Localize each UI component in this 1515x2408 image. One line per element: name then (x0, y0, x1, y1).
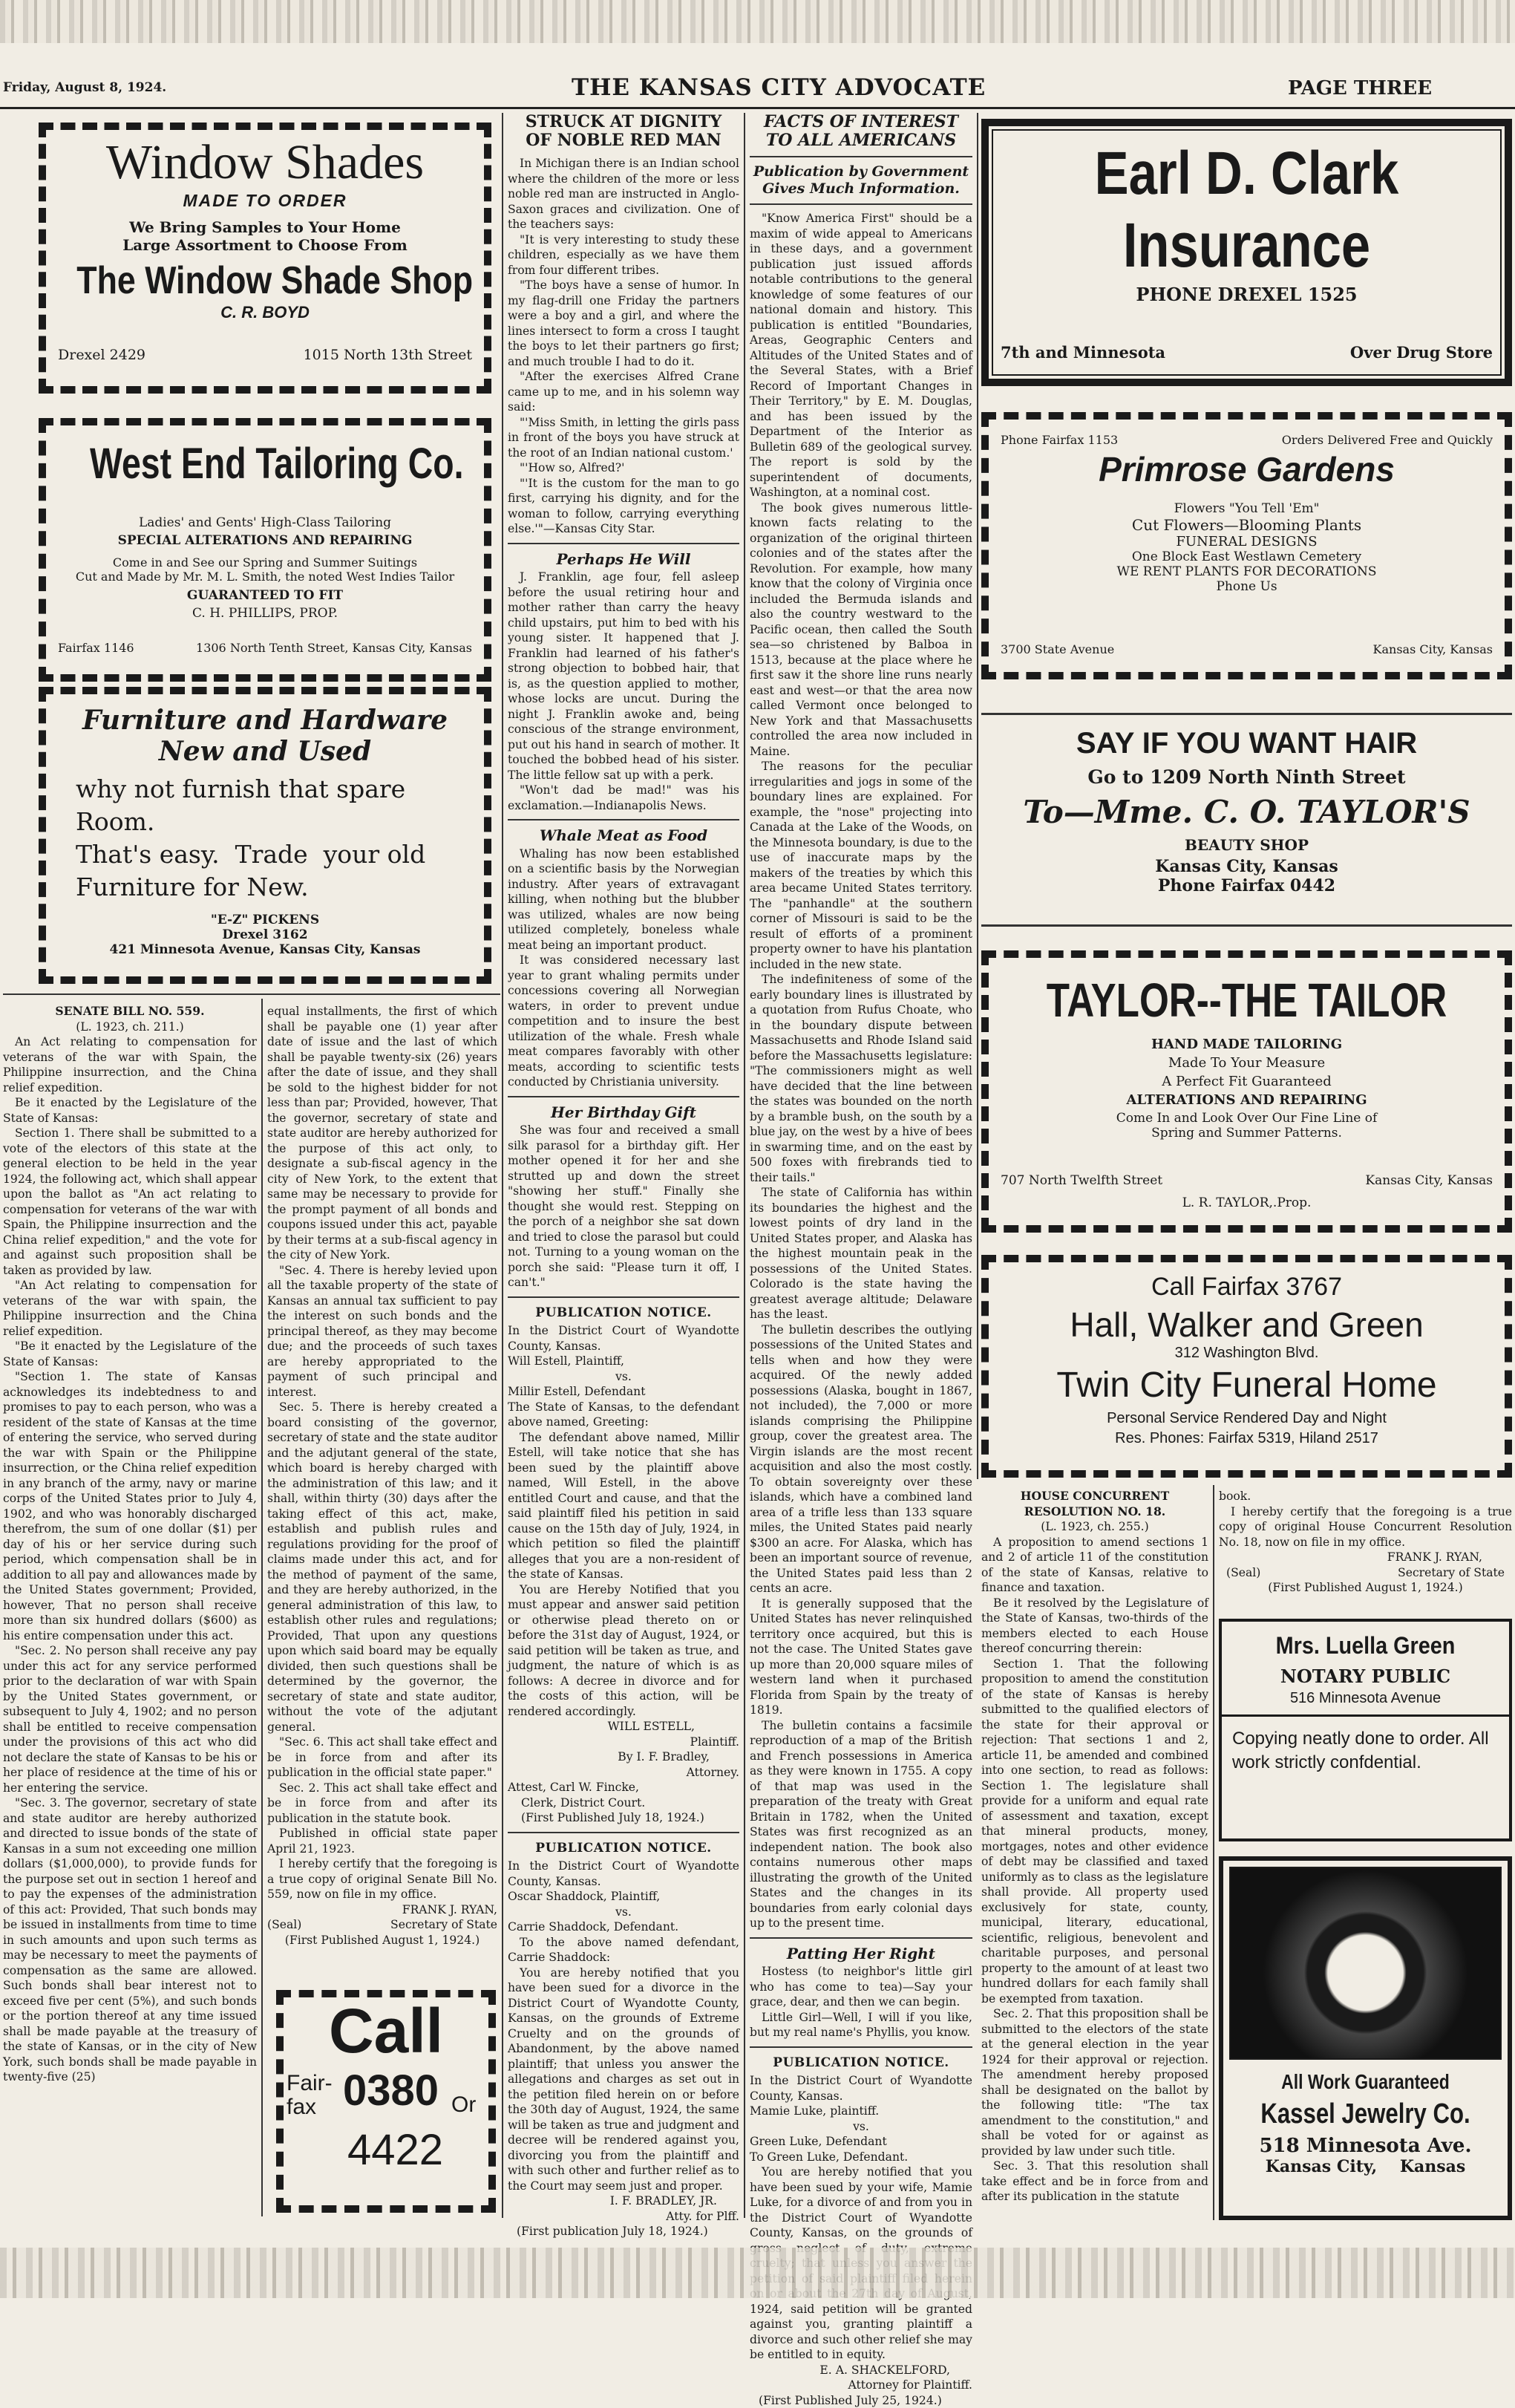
house-resolution-chapter: (L. 1923, ch. 255.) (981, 1519, 1208, 1535)
column-3 (750, 113, 972, 2220)
paragraph: A proposition to amend sections 1 and 2 of article 11 of the constitution of the state of Kansas, relative to finance and taxation. (981, 1535, 1208, 1596)
seal-label: (Seal) (267, 1917, 301, 1933)
house-resolution-col-a (981, 1489, 1208, 2220)
ad-call-number1: 0380 (343, 2066, 439, 2115)
newspaper-title: THE KANSAS CITY ADVOCATE (572, 74, 986, 101)
ad-earl-clark (981, 119, 1512, 386)
ad-primrose-line3: FUNERAL DESIGNS (989, 534, 1505, 549)
publication-date: (First Published July 25, 1924.) (750, 2393, 972, 2408)
ad-hair-title: SAY IF YOU WANT HAIR (981, 727, 1512, 760)
paragraph: vs. (750, 2119, 972, 2135)
paragraph: The bulletin describes the outlying possessions of the United States and tells when and how they were acquired. Of the newly added possessions (Alaska, bought in 1867, not included), the 7,000 or more islands comprising the Philippine group, cover the greatest area. The Virgin islands are the most recent acquisition and also the most costly. To obtain sovereignty over these islands, which have a combined land area of a trifle less than 133 square miles, the United States paid nearly $300 an acre. For Alaska, which has been an important source of revenue, the United States paid less than 2 cents an acre. (750, 1322, 972, 1596)
paragraph: The reasons for the peculiar irregularities and jogs in some of the boundary lines are explained. For example, the "nose" projecting into Canada at the Lake of the Woods, on the Minnesota boundary, is due to the use of inaccurate maps by the makers of the treaties by which this area became United States territory. The "panhandle" at the southern corner of Missouri is said to be the result of efforts of a prominent property owner to have his plantation included in the new state. (750, 759, 972, 972)
ad-taylor-tailor (981, 950, 1512, 1233)
ad-primrose-city: Kansas City, Kansas (1373, 642, 1493, 656)
ad-westend-line5: GUARANTEED TO FIT (46, 588, 484, 603)
ad-westend-title: West End Tailoring Co. (90, 439, 440, 489)
ad-west-end-tailoring (39, 418, 491, 682)
ad-hair-line3: BEAUTY SHOP (981, 836, 1512, 854)
paragraph: The defendant above named, Millir Estell, will take notice that she has been sued by the plaintiff above named, Will Estell, in the above entitled Court and cause, and that the said plaintiff filed his petition in said cause on the 15th day of July, 1924, in which petition so filed the plaintiff alleges that you are a non-resident of the state of Kansas. (508, 1430, 739, 1582)
paragraph: The state of California has within its boundaries the highest and the lowest points of dry land in the United States proper, and Alaska has the highest mountain peak in the possessions of the United States. Colorado is the state having the greatest average altitude; Delaware has the least. (750, 1185, 972, 1322)
ad-window-shades (39, 123, 491, 394)
divider (508, 1096, 739, 1097)
paragraph: "Sec. 2. No person shall receive any pay under this act for any service performed prior to the declaration of war with Spain by the United States government, or subsequent to July 4, 1902; and no person shall be entitled to receive compensation under the provisions of this act who did not declare the state of Kansas to be his or her place of residence at the time of his or her entering the service. (3, 1643, 257, 1795)
ad-taylor-line2: Made To Your Measure (989, 1055, 1505, 1071)
ad-taylor-line6: Spring and Summer Patterns. (989, 1126, 1505, 1141)
paragraph: "Sec. 3. The governor, secretary of state and state auditor are hereby authorized and directed to issue bonds of the state of Kansas in a sum not exceeding one million dollars ($1,000,000), to provide funds for the purpose set out in section 1 hereof and to pay the expenses of the administration of this act: Provided, That such bonds may be issued in installments from time to time in such amounts and upon such terms as may be necessary to meet the payments of compensation as the same are allowed. Such bonds shall bear interest not to exceed five per cent (5%), and such bonds or the portion thereof at any time issued shall be made payable at the treasury of the state of Kansas, or in the city of New York, such bonds shall be made payable in twenty-five (25) (3, 1795, 257, 2085)
publication-date: (First publication July 18, 1924.) (508, 2224, 739, 2239)
publication-date: (First Published July 18, 1924.) (508, 1810, 739, 1826)
ad-hall-home: Twin City Funeral Home (989, 1365, 1505, 1406)
signature: WILL ESTELL, (508, 1719, 739, 1735)
section-rule (3, 993, 500, 995)
signature-title: Secretary of State (390, 1917, 497, 1933)
signature: E. A. SHACKELFORD, (750, 2363, 972, 2378)
ad-taylor-line1: HAND MADE TAILORING (989, 1037, 1505, 1052)
ad-hair-line2: To—Mme. C. O. TAYLOR'S (981, 794, 1512, 830)
ad-hall-walker-green (981, 1255, 1512, 1478)
senate-bill-title: SENATE BILL NO. 559. (3, 1004, 257, 1019)
signature: Plaintiff. (508, 1735, 739, 1750)
paragraph: Attest, Carl W. Fincke, (508, 1780, 739, 1795)
signature: Attorney. (508, 1765, 739, 1781)
paragraph: Will Estell, Plaintiff, (508, 1354, 739, 1369)
paragraph: "Know America First" should be a maxim of wide appeal to Americans in these days, and a government publication just issued affords notable contributions to the general knowledge of some features of our national domain and history. This publication is entitled "Boundaries, Areas, Geographic Centers and Altitudes of the United States and of the Several States, with a Brief Record of Important Changes in Their Territory," by E. M. Douglas, and has been issued by the Department of the Interior as Bulletin 689 of the geological survey. The report is sold by the superintendent of documents, Washington, at a nominal cost. (750, 211, 972, 500)
ad-window-shop: The Window Shade Shop (76, 258, 453, 303)
paragraph: In the District Court of Wyandotte County, Kansas. (750, 2073, 972, 2104)
ad-call-or: Or (451, 2092, 476, 2118)
ad-furniture-line2: That's easy. Trade your old (76, 838, 484, 871)
paragraph: "'It is the custom for the man to go first, carrying his dignity, and for the woman to follow, carrying everything else.'"—Kansas City Star. (508, 476, 739, 537)
divider (508, 543, 739, 544)
paragraph: In Michigan there is an Indian school where the children of the more or less noble red man are instructed in Anglo-Saxon graces and civilization. One of the teachers says: (508, 156, 739, 232)
seal-label: (Seal) (1226, 1565, 1260, 1581)
senate-bill-col-a (3, 1004, 257, 2220)
paragraph: Be it enacted by the Legislature of the State of Kansas: (3, 1095, 257, 1126)
ad-westend-line2: SPECIAL ALTERATIONS AND REPAIRING (46, 533, 484, 548)
ad-window-line1: We Bring Samples to Your Home (46, 218, 484, 236)
ad-taylor-line4: ALTERATIONS AND REPAIRING (989, 1092, 1505, 1108)
ad-taylor-prop: L. R. TAYLOR,.Prop. (989, 1195, 1505, 1210)
paragraph: "'Miss Smith, in letting the girls pass in front of the boys you have struck at the root of an Indian national custom.' (508, 415, 739, 461)
paragraph: Sec. 5. There is hereby created a board consisting of the governor, secretary of state and the state auditor and the adjutant general of the state, which board is hereby charged with the administration of this law; and it shall, within thirty (30) days after the taking effect of this act, make, establish and publish rules and regulations providing for the proof of claims made under this act, and for the method of payment of the same, and they are hereby authorized, in the general administration of this law, to establish other rules and regulations; Provided, That upon any questions upon which said board may be equally divided, then such questions shall be determined by the governor, the secretary of state and state auditor, without the vote of the adjutant general. (267, 1400, 497, 1735)
masthead (0, 71, 1515, 105)
ad-primrose-title: Primrose Gardens (989, 449, 1505, 489)
column-rule (744, 113, 745, 2218)
paragraph: Sec. 2. This act shall take effect and be in force from and after its publication in the statute book. (267, 1781, 497, 1827)
paragraph: Mamie Luke, plaintiff. (750, 2104, 972, 2119)
paragraph: "Sec. 4. There is hereby levied upon all the taxable property of the state of Kansas an annual tax sufficient to pay the interest on such bonds and the principal thereof, as they may become due; and the proceeds of such taxes are hereby appropriated to the payment of such principal and interest. (267, 1263, 497, 1400)
paragraph: I hereby certify that the foregoing is a true copy of original House Concurrent Resolution No. 18, now on file in my office. (1219, 1504, 1512, 1550)
paragraph: Oscar Shaddock, Plaintiff, (508, 1889, 739, 1905)
headline-dignity-1: STRUCK AT DIGNITY (508, 113, 739, 131)
subheadline-facts: Publication by Government Gives Much Information. (750, 163, 972, 198)
ad-kassel-line1: All Work Guaranteed (1249, 2070, 1482, 2094)
section-rule (981, 713, 1512, 715)
paragraph: Little Girl—Well, I will if you like, but my real name's Phyllis, you know. (750, 2010, 972, 2040)
ad-call-title: Call (284, 1997, 488, 2064)
paragraph: I hereby certify that the foregoing is a true copy of original Senate Bill No. 559, now on file in my office. (267, 1856, 497, 1902)
paragraph: Sec. 2. That this proposition shall be submitted to the electors of the state at the general election in the year 1924 for their approval or rejection. The amendment hereby proposed shall be designated on the ballot by the following title: "The tax amendment to the constitution," and shall be voted for or against as provided by law under such title. (981, 2006, 1208, 2159)
paragraph: Millir Estell, Defendant (508, 1384, 739, 1400)
paragraph: You are hereby notified that you have been sued for a divorce in the District Court of Wyandotte County, Kansas, on the grounds of Extreme Cruelty and on the grounds of Abandonment, by the above named plaintiff; that unless you answer the allegations and charges as set out in the petition filed herein on or before the 30th day of August, 1924, the same will be taken as true and judgment and decree will be rendered against you, divorcing you from the plaintiff and with such other and further relief as to the Court may seem just and proper. (508, 1965, 739, 2194)
issue-date: Friday, August 8, 1924. (3, 80, 166, 95)
ad-clark-location: 7th and Minnesota (1001, 343, 1165, 362)
paragraph: Section 1. There shall be submitted to a vote of the electors of this state at the general election to be held in the year 1924, the following act, which shall appear upon the ballot as "An act relating to compensation for veterans of the war with Spain, the Philippine insurrection and the China relief expedition," and the vote for and against such proposition shall be taken as provided by law. (3, 1126, 257, 1278)
ad-primrose-line6: Phone Us (989, 579, 1505, 594)
headline-whale: Whale Meat as Food (508, 828, 739, 844)
paragraph: "Section 1. The state of Kansas acknowledges its indebtedness to and promises to pay to each person, who was a resident of the state of Kansas at the time of entering the service, who served during the war with Spain or the Philippine insurrection, or the China relief expedition in any branch of the army, navy or marine corps of the United States prior to July 4, 1902, and who was honorably discharged therefrom, the sum of one dollar ($1) per day of his or her service during such period, which compensation shall be in addition to all pay and allowances made by the United States government; Provided, however, That no person shall receive more than six hundred dollars ($600) as his entire compensation under this act. (3, 1369, 257, 1643)
paragraph: In the District Court of Wyandotte County, Kansas. (508, 1859, 739, 1889)
column-rule (502, 113, 503, 2218)
paragraph: To the above named defendant, Carrie Shaddock: (508, 1935, 739, 1965)
ad-hair-line1: Go to 1209 North Ninth Street (981, 766, 1512, 788)
column-2 (508, 113, 739, 2220)
paragraph: Hostess (to neighbor's little girl who has come to tea)—Say your grace, dear, and then we can begin. (750, 1964, 972, 2010)
signature: Atty. for Plff. (508, 2209, 739, 2225)
ad-primrose-phone: Phone Fairfax 1153 (1001, 433, 1118, 447)
divider (750, 203, 972, 205)
ad-window-made: MADE TO ORDER (46, 191, 484, 211)
paragraph: You are Hereby Notified that you must appear and answer said petition or otherwise plead thereto on or before the 31st day of August, 1924, or said petition will be taken as true, and judgment, the nature of which is as follows: A decree in divorce and for the costs of this action, will be rendered accordingly. (508, 1582, 739, 1720)
headline-facts-2: TO ALL AMERICANS (750, 131, 972, 150)
ad-clark-name: Earl D. Clark (1030, 138, 1464, 209)
ad-primrose-address: 3700 State Avenue (1001, 642, 1114, 656)
ad-hair-line4: Kansas City, Kansas (981, 857, 1512, 876)
ad-furniture-title1: Furniture and Hardware (46, 705, 484, 736)
ad-westend-line1: Ladies' and Gents' High-Class Tailoring (46, 515, 484, 530)
ad-window-title: Window Shades (46, 134, 484, 191)
headline-patting: Patting Her Right (750, 1946, 972, 1962)
ad-clark-insurance: Insurance (1030, 209, 1464, 281)
paragraph: The bulletin contains a facsimile reproduction of a map of the British and French possessions in America as they were known in 1755. A copy of that map was used in the preparation of the treaty with Great Britain in 1782, when the United States was first recognized as an independent nation. The book also contains numerous other maps illustrating the growth of the United States and the changes in its boundaries from early colonial days up to the present time. (750, 1718, 972, 1931)
paragraph: "After the exercises Alfred Crane came up to me, and in his solemn way said: (508, 369, 739, 415)
paragraph: J. Franklin, age four, fell asleep before the usual retiring hour and mother rather than carry the heavy child upstairs, put him to bed with his young sister. It happened that J. Franklin had learned of his father's strong objection to bobbed hair, that is, as the question applied to mother, whose locks are uncut. During the night J. Franklin awoke and, being conscious of the strange environment, put out his hand in search of mother. It touched the bobbed head of his sister. The little fellow sat up with a perk. (508, 570, 739, 783)
ad-green-name: Mrs. Luella Green (1236, 1632, 1494, 1660)
ad-westend-line3: Come in and See our Spring and Summer Suitings (46, 555, 484, 570)
ad-kassel-line2: Kassel Jewelry Co. (1249, 2098, 1482, 2130)
ad-kassel-jewelry (1219, 1856, 1512, 2220)
headline-notice: PUBLICATION NOTICE. (750, 2055, 972, 2071)
ad-furniture-name: "E-Z" PICKENS (46, 913, 484, 927)
senate-bill-col-b (267, 1004, 497, 1969)
paragraph: The indefiniteness of some of the early boundary lines is illustrated by a quotation from Rufus Choate, who in the boundary dispute between Massachusetts and Rhode Island said before the Massachusetts legislature: "The commissioners might as well have decided that the line between the states was bounded on the north by a bramble bush, on the south by a blue jay, on the west by a hive of bees in swarming time, and on the east by 500 foxes with firebrands tied to their tails." (750, 972, 972, 1185)
ad-green-address: 516 Minnesota Avenue (1222, 1690, 1509, 1707)
paragraph: "The boys have a sense of humor. In my flag-drill one Friday the partners were a boy and a girl, and where the lines intersect to form a cross I taught the boys to let their partners go first; and much trouble I had to do it. (508, 278, 739, 369)
publication-date: (First Published August 1, 1924.) (1219, 1580, 1512, 1596)
ad-call-fax: fax (287, 2095, 333, 2119)
signature: FRANK J. RYAN, (1219, 1550, 1512, 1565)
paragraph: To Green Luke, Defendant. (750, 2150, 972, 2165)
paragraph: Clerk, District Court. (508, 1795, 739, 1811)
ad-call-fair: Fair- (287, 2072, 333, 2095)
paragraph: In the District Court of Wyandotte County, Kansas. (508, 1323, 739, 1354)
ad-furniture-address: 421 Minnesota Avenue, Kansas City, Kansas (46, 942, 484, 957)
house-resolution-title: HOUSE CONCURRENT RESOLUTION NO. 18. (981, 1489, 1208, 1519)
masthead-rule (0, 107, 1515, 109)
paragraph: Be it resolved by the Legislature of the State of Kansas, two-thirds of the members elected to each House thereof concurring therein: (981, 1596, 1208, 1657)
signature-title: Secretary of State (1398, 1565, 1505, 1581)
ad-furniture (39, 687, 491, 984)
divider (750, 1937, 972, 1939)
page-number: PAGE THREE (1288, 77, 1432, 99)
ad-kassel-line4: Kansas City, Kansas (1223, 2157, 1508, 2176)
signature: By I. F. Bradley, (508, 1749, 739, 1765)
paragraph: The State of Kansas, to the defendant above named, Greeting: (508, 1400, 739, 1430)
headline-dignity-2: OF NOBLE RED MAN (508, 131, 739, 150)
ad-green-title: NOTARY PUBLIC (1222, 1665, 1509, 1687)
ad-window-line2: Large Assortment to Choose From (46, 236, 484, 254)
paragraph: "An Act relating to compensation for veterans of the war with spain, the Philippine insurrection and the China relief expedition. (3, 1278, 257, 1339)
ad-primrose-line5: WE RENT PLANTS FOR DECORATIONS (989, 564, 1505, 579)
paragraph: "Won't dad be mad!" was his exclamation.—Indianapolis News. (508, 783, 739, 813)
ad-green-body: Copying neatly done to order. All work strictly confdential. (1222, 1717, 1509, 1775)
ad-window-phone: Drexel 2429 (58, 347, 145, 363)
ad-clark-location-note: Over Drug Store (1350, 343, 1493, 362)
ad-westend-phone: Fairfax 1146 (58, 641, 134, 655)
ad-taylor-line5: Come In and Look Over Our Fine Line of (989, 1111, 1505, 1126)
ad-kassel-line3: 518 Minnesota Ave. (1223, 2135, 1508, 2157)
ad-taylor-city: Kansas City, Kansas (1365, 1173, 1493, 1188)
column-rule (977, 113, 978, 1479)
senate-bill-chapter: (L. 1923, ch. 211.) (3, 1019, 257, 1035)
ad-furniture-phone: Drexel 3162 (46, 927, 484, 942)
ad-hall-address: 312 Washington Blvd. (989, 1345, 1505, 1362)
paragraph: Section 1. That the following proposition to amend the constitution of the state of Kansas is hereby submitted to the qualified electors of the state for their approval or rejection: That sections 1 and 2, article 11, be amended and combined into one section, to read as follows: Section 1. The legislature shall provide for a uniform and equal rate of assessment and taxation, except that mineral products, money, mortgages, notes and other evidence of debt may be classified and taxed uniformly as to class as the legislature shall provide. All property used exclusively for state, county, municipal, literary, educational, scientific, religious, benevolent and charitable purposes, and personal property to the amount of at least two hundred dollars for each family shall be exempted from taxation. (981, 1657, 1208, 2007)
paragraph: Whaling has now been established on a scientific basis by the Norwegian industry. After years of extravagant killing, when nothing but the blubber was utilized, whales are now being utilized completely, boneless whale meat being an important product. (508, 846, 739, 953)
divider (508, 1296, 739, 1298)
paragraph: "It is very interesting to study these children, especially as we have them from four different tribes. (508, 232, 739, 278)
paragraph: You are hereby notified that you have been sued by your wife, Mamie Luke, for a divorce of and from you in the District Court of Wyandotte County, Kansas, on the grounds of 1924, said petition will be granted against you, granting plaintiff a divorce and such other relief she may be entitled to in equity. (750, 2164, 972, 2363)
ad-furniture-line3: Furniture for New. (76, 871, 484, 904)
column-rule (261, 999, 263, 2216)
ad-hall-call: Call Fairfax 3767 (989, 1273, 1505, 1302)
divider (750, 2046, 972, 2048)
torn-bottom-edge (0, 2248, 1515, 2298)
headline-notice: PUBLICATION NOTICE. (508, 1841, 739, 1856)
paragraph: "'How so, Alfred?' (508, 460, 739, 476)
headline-facts-1: FACTS OF INTEREST (750, 113, 972, 131)
divider (508, 819, 739, 820)
paragraph: It is generally supposed that the United States has never relinquished territory once acquired, but this is not the case. The United States gave up more than 20,000 square miles of western land when it purchased Florida from Spain by the treaty of 1819. (750, 1596, 972, 1718)
headline-perhaps: Perhaps He Will (508, 552, 739, 567)
ad-window-owner: C. R. BOYD (46, 303, 484, 322)
ad-call-number2: 4422 (347, 2125, 443, 2175)
column-rule (1213, 1485, 1214, 2220)
ad-primrose-orders: Orders Delivered Free and Quickly (1282, 433, 1493, 447)
ad-westend-line6: C. H. PHILLIPS, PROP. (46, 606, 484, 621)
ad-taylor-title: TAYLOR--THE TAILOR (1041, 973, 1453, 1028)
paragraph: Green Luke, Defendant (750, 2134, 972, 2150)
paragraph: equal installments, the first of which shall be payable one (1) year after date of issue and the last of which shall be payable twenty-six (26) years after the date of issue, and they shall be sold to the highest bidder for not less than par; Provided, however, That the governor, secretary of state and state auditor are hereby authorized for the purpose of this act only, to designate a sub-fiscal agency in the city of New York, to the extent that same may be necessary to provide for the prompt payment of all bonds and coupons issued under this act, payable by their terms at a sub-fiscal agency in the city of New York. (267, 1004, 497, 1263)
signature: Attorney for Plaintiff. (750, 2378, 972, 2393)
ad-primrose-line4: One Block East Westlawn Cemetery (989, 549, 1505, 564)
ad-westend-line4: Cut and Made by Mr. M. L. Smith, the noted West Indies Tailor (46, 570, 484, 584)
ad-westend-address: 1306 North Tenth Street, Kansas City, Kansas (196, 641, 472, 655)
paragraph: The book gives numerous little-known facts relating to the organization of the original thirteen colonies and of the states after the Revolution. For example, how many know that the colony of Virginia once included the Bermuda islands and also the country westward to the Pacific ocean, then called the South sea—so christened by Balboa in 1513, because at the place where he first saw it the shore line runs nearly east and west—or that the area now called Vermont once belonged to New York and that Massachusetts controlled the area now included in Maine. (750, 500, 972, 760)
ad-hall-title: Hall, Walker and Green (989, 1305, 1505, 1345)
paragraph: Sec. 3. That this resolution shall take effect and be in force from and after its publication in the statute (981, 2159, 1208, 2205)
headline-notice: PUBLICATION NOTICE. (508, 1305, 739, 1321)
ad-taylor-hair (981, 709, 1512, 924)
paragraph: It was considered necessary last year to grant whaling permits under concessions covering all Norwegian waters, in order to prevent undue competition and to insure the best utilization of the whale. Fresh whale meat compares favorably with other meats, according to scientific tests conducted by Christiania university. (508, 953, 739, 1090)
ad-luella-green (1219, 1619, 1512, 1841)
ad-call-fairfax (276, 1990, 496, 2213)
ad-hall-line1: Personal Service Rendered Day and Night (989, 1410, 1505, 1427)
publication-date: (First Published August 1, 1924.) (267, 1933, 497, 1948)
ad-furniture-title2: New and Used (46, 736, 484, 767)
ad-taylor-address: 707 North Twelfth Street (1001, 1173, 1162, 1188)
paragraph: "Be it enacted by the Legislature of the State of Kansas: (3, 1339, 257, 1369)
ad-hall-line2: Res. Phones: Fairfax 5319, Hiland 2517 (989, 1430, 1505, 1447)
house-resolution-col-b (1219, 1489, 1512, 1615)
paragraph: Published in official state paper April 21, 1923. (267, 1826, 497, 1856)
signature: I. F. BRADLEY, JR. (508, 2193, 739, 2209)
divider (508, 1832, 739, 1833)
paragraph: vs. (508, 1905, 739, 1920)
ad-taylor-line3: A Perfect Fit Guaranteed (989, 1074, 1505, 1089)
paragraph: She was four and received a small silk parasol for a birthday gift. Her mother opened it for her and she strutted up and down the street "showing her stuff." Finally she thought she would rest. Stepping on the porch of a neighbor she sat down and tried to close the parasol but could not. Turning to a young woman on the porch she said: "Please turn it off, I can't." (508, 1123, 739, 1291)
ad-primrose-line2: Cut Flowers—Blooming Plants (989, 516, 1505, 534)
ad-primrose-line1: Flowers "You Tell 'Em" (989, 501, 1505, 516)
paragraph: "Sec. 6. This act shall take effect and be in force from and after its publication in the official state paper." (267, 1735, 497, 1781)
torn-top-edge (0, 0, 1515, 43)
paragraph: vs. (508, 1369, 739, 1385)
divider (750, 156, 972, 157)
headline-birthday: Her Birthday Gift (508, 1105, 739, 1120)
paragraph: Carrie Shaddock, Defendant. (508, 1919, 739, 1935)
section-rule (981, 924, 1512, 927)
paragraph: book. (1219, 1489, 1512, 1504)
paragraph: An Act relating to compensation for veterans of the war with Spain, the Philippine insurrection, and the China relief expedition. (3, 1034, 257, 1095)
ad-hair-line5: Phone Fairfax 0442 (981, 876, 1512, 895)
signature: FRANK J. RYAN, (267, 1902, 497, 1918)
ring-illustration (1229, 1867, 1502, 2060)
ad-primrose-gardens (981, 412, 1512, 679)
ad-clark-phone: PHONE DREXEL 1525 (989, 284, 1505, 305)
ad-furniture-line1: why not furnish that spare Room. (76, 773, 484, 838)
ad-window-address: 1015 North 13th Street (304, 347, 472, 363)
